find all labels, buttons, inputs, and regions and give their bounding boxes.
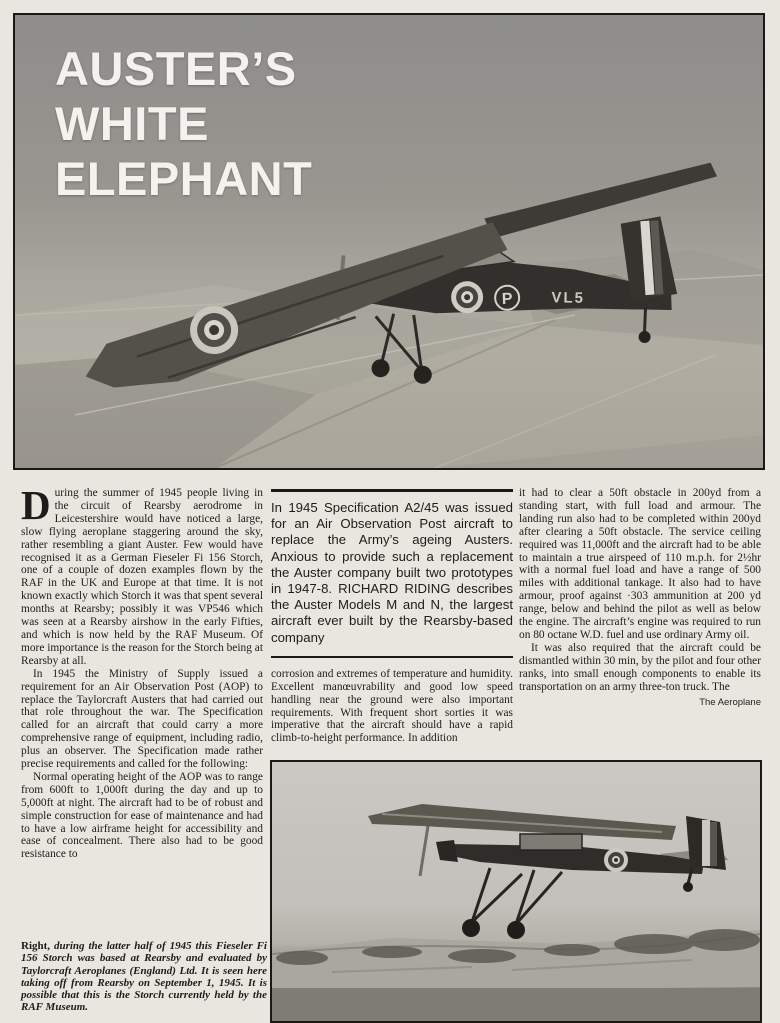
col1-paragraph-1 [21,482,263,668]
column-2 [271,487,513,745]
title-line-1: AUSTER’S [55,42,297,95]
caption-body: during the latter half of 1945 this Fieseler Fi 156 Storch was based at Rearsby and evaluated by Taylorcraft Aeroplanes (England) Ltd. It is seen here taking off from Rearsby on September 1, 1945. It is possible that this is the Storch currently held by the RAF Museum. [21,940,267,1014]
bottom-roundel-icon [604,848,628,872]
title-line-3: ELEPHANT [55,152,313,205]
col3-paragraph-2: It was also required that the aircraft could be dismantled within 30 min, by the pilot and four other ranks, into small enough components to enable its transportation on an army three-ton truck. The [519,641,761,693]
col2-body-paragraph: corrosion and extremes of temperature and humidity. Excellent manœuvrability and good low speed handling near the ground were also important requirements. With frequent short sorties it was imperative that the aircraft should have a rapid climb-to-height performance. In addition [271,667,513,745]
standfirst: In 1945 Specification A2/45 was issued for an Air Observation Post aircraft to replace the Army’s ageing Austers. Anxious to provide such a replacement the Auster company built two prototypes in 1947-8. RICHARD RIDING describes the Auster Models M and N, the largest aircraft ever built by the Rearsby-based company [271,489,513,658]
top-photo [13,13,765,470]
bottom-landing-gear [462,868,693,939]
column-3 [519,487,761,708]
code-letter: P [501,290,513,308]
col1-paragraph-3: Normal operating height of the AOP was to range from 600ft to 1,000ft during the day and up to 5,000ft at night. The aircraft had to be of robust and simple construction for ease of maintenance and had to have a low airframe height for accessibility and ease of concealment. There also had to be good resistance to [21,770,263,861]
article-title [55,41,312,206]
column-1 [21,482,263,861]
col3-paragraph-1: it had to clear a 50ft obstacle in 200yd from a standing start, with full load and armour. The landing run also had to be completed within 200yd after clearing a 50ft obstacle. The service ceiling required was 11,000ft and the aircraft had to be able to maintain a true airspeed of 110 m.p.h. for 2½hr with a normal fuel load and have a range of 500 miles with additional tankage. It also had to have armour, proof against ·303 ammunition at 200 yd range, below and behind the pilot as well as below the engine. The aircraft’s engine was required to run on 80 octane W.D. fuel and use ordinary Army oil. [519,487,761,641]
photo-caption [21,940,267,1014]
serial-text: VL5 [551,289,586,307]
dropcap-letter: D [21,482,51,528]
bottom-photo [270,760,762,1023]
col1-paragraph-2: In 1945 the Ministry of Supply issued a requirement for an Air Observation Post (AOP) to replace the Taylorcraft Austers that had carried out that role throughout the war. The Specification called for an aircraft that could carry a more comprehensive range of equipment, including radio, plus an observer. The Specification made rather precise requirements and called for the following: [21,667,263,771]
bottom-photo-landscape [272,929,760,1021]
bottom-photo-aircraft [368,804,728,939]
bottom-photo-illustration [272,762,760,1021]
col1-paragraph-1-text: uring the summer of 1945 people living in the circuit of Rearsby aerodrome in Leicestershire would have noticed a large, slow flying aeroplane staggering around the sky, rather resembling a giant Auster. Few would have recognised it as a German Fieseler Fi 156 Storch, one of a couple of dozen examples flown by the RAF in the UK and Europe at that time. It is not known exactly which Storch it was that spent several months at Rearsby; possibly it was VP546 which was seen at a Rearsby airshow in the early Fifties, and which is now held by the RAF Museum. Of more importance is the reason for the Storch being at Rearsby at all. [21,487,263,667]
caption-lead: Right, [21,940,51,952]
photo-credit: The Aeroplane [699,696,761,708]
title-line-2: WHITE [55,97,209,150]
